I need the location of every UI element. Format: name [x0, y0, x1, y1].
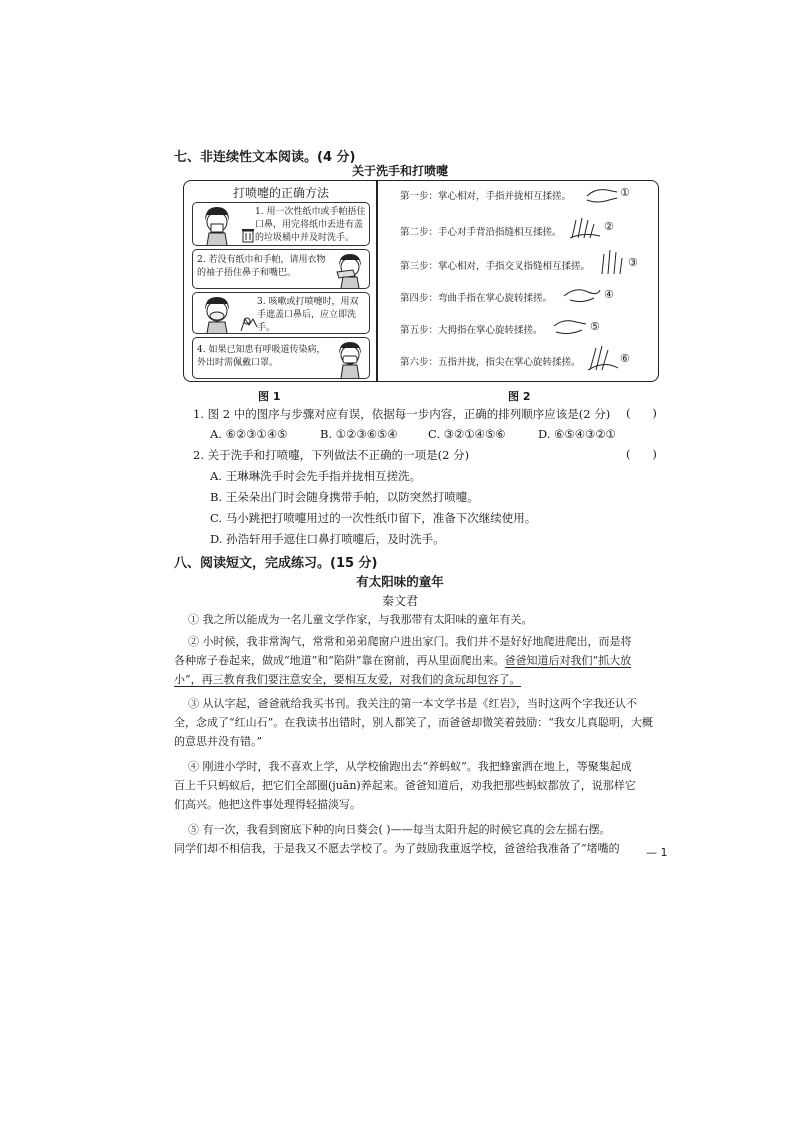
- question-1-option-d[interactable]: D. ⑥⑤④③②①: [538, 427, 616, 441]
- tip-card-3: [192, 292, 370, 334]
- tip-1-text: 1. 用一次性纸巾或手帕捂住口鼻，用完将纸巾丢进有盖的垃圾桶中并及时洗手。: [255, 207, 366, 243]
- tip-2-text: 2. 若没有纸巾和手帕，请用衣物的袖子捂住鼻子和嘴巴。: [197, 255, 326, 278]
- question-2-stem: 2. 关于洗手和打喷嚏，下列做法不正确的一项是(2 分): [193, 448, 470, 462]
- question-2-option-b[interactable]: B. 王朵朵出门时会随身携带手帕，以防突然打喷嚏。: [210, 490, 479, 504]
- question-1-option-c[interactable]: C. ③②①④⑤⑥: [428, 427, 506, 441]
- paragraph-1-line: ① 我之所以能成为一名儿童文学作家，与我那带有太阳味的童年有关。: [188, 613, 533, 626]
- hand-icon-6: [586, 344, 620, 372]
- article-author: 秦文君: [381, 594, 418, 608]
- step-2-number: ②: [604, 220, 614, 233]
- step-1-text: 第一步：掌心相对，手指并拢相互揉搓。: [400, 191, 572, 202]
- section-7-title: 关于洗手和打喷嚏: [351, 164, 448, 178]
- question-1-option-b[interactable]: B. ①②③⑥⑤④: [320, 427, 398, 441]
- step-1-number: ①: [620, 186, 630, 199]
- figure-divider: [376, 180, 378, 382]
- figure-1-title: 打喷嚏的正确方法: [232, 186, 329, 200]
- step-4-text: 第四步：弯曲手指在掌心旋转揉搓。: [400, 293, 553, 304]
- question-1-answer-blank[interactable]: ( ): [626, 406, 657, 420]
- washing-hands-icon: [239, 315, 261, 333]
- question-1-stem: 1. 图 2 中的图序与步骤对应有误，依据每一步内容，正确的排列顺序应该是(2 分): [193, 407, 611, 421]
- person-sleeve-icon: [333, 252, 367, 288]
- figure-1-caption: 图 1: [258, 390, 281, 403]
- section-7-heading: 七、非连续性文本阅读。(4 分): [174, 150, 356, 165]
- paragraph-4-line-1: ④ 刚进小学时，我不喜欢上学，从学校偷跑出去“养蚂蚁”。我把蜂蜜洒在地上，等聚集起成: [188, 760, 632, 773]
- paragraph-4: [174, 757, 670, 814]
- person-tissue-icon: [199, 205, 235, 245]
- paragraph-2-line-1: ② 小时候，我非常淘气，常常和弟弟爬窗户进出家门。我们并不是好好地爬进爬出，而是将: [188, 635, 632, 648]
- paragraph-3-line-3: 的意思并没有错。”: [174, 735, 263, 748]
- paragraph-4-line-2: 百上千只蚂蚁后，把它们全部圈(juān)养起来。爸爸知道后，劝我把那些蚂蚁都放了，说那样它: [174, 779, 636, 792]
- tip-card-4: [192, 337, 370, 379]
- step-2-text: 第二步：手心对手背沿指缝相互揉搓。: [400, 227, 562, 238]
- tip-3-text: 3. 咳嗽或打喷嚏时，用双手遮盖口鼻后，应立即洗手。: [257, 297, 359, 333]
- step-3-number: ③: [628, 256, 638, 269]
- step-6-text: 第六步：五指并拢，指尖在掌心旋转揉搓。: [400, 357, 581, 368]
- person-cover-mouth-icon: [199, 295, 235, 333]
- article-title: 有太阳味的童年: [356, 574, 444, 589]
- question-2-option-a[interactable]: A. 王琳琳洗手时会先手指并拢相互搓洗。: [210, 469, 422, 483]
- hand-icon-1: [585, 184, 619, 206]
- paragraph-2-underlined-2: 小”，再三教育我们要注意安全，要相互友爱，对我们的贪玩却包容了。: [174, 673, 521, 686]
- paragraph-2: [174, 632, 670, 689]
- step-6-number: ⑥: [620, 352, 630, 365]
- tip-4-text: 4. 如果已知患有呼吸道传染病，外出时需佩戴口罩。: [197, 345, 326, 368]
- paragraph-3: [174, 694, 670, 751]
- question-2-option-c[interactable]: C. 马小跳把打喷嚏用过的一次性纸巾留下，准备下次继续使用。: [210, 511, 537, 525]
- step-5-text: 第五步：大拇指在掌心旋转揉搓。: [400, 325, 543, 336]
- hand-icon-5: [552, 314, 588, 338]
- tip-card-1: [192, 202, 370, 246]
- step-4-number: ④: [604, 288, 614, 301]
- trash-bin-icon: [241, 227, 255, 243]
- hand-icon-2: [568, 214, 602, 240]
- tip-card-2: [192, 249, 370, 289]
- paragraph-5-line-1: ⑤ 有一次，我看到窗底下种的向日葵会( )——每当太阳升起的时候它真的会左摇右摆。: [188, 823, 611, 836]
- paragraph-5-line-2: 同学们却不相信我，于是我又不愿去学校了。为了鼓励我重返学校，爸爸给我准备了“堵嘴的: [174, 842, 620, 855]
- hand-icon-3: [598, 248, 626, 276]
- hand-icon-4: [562, 282, 602, 306]
- question-2-option-d[interactable]: D. 孙浩轩用手遮住口鼻打喷嚏后，及时洗手。: [210, 532, 445, 546]
- paragraph-2-line-2a: 各种席子卷起来，做成“地道”和“陷阱”靠在窗前，再从里面爬出来。: [174, 654, 505, 667]
- question-1-option-a[interactable]: A. ⑥②③①④⑤: [210, 427, 288, 441]
- step-5-number: ⑤: [590, 320, 600, 333]
- section-8-heading: 八、阅读短文，完成练习。(15 分): [174, 556, 378, 571]
- figure-2-caption: 图 2: [508, 390, 531, 403]
- paragraph-1: [174, 610, 670, 629]
- paragraph-5: [174, 820, 670, 858]
- paragraph-2-underlined-1: 爸爸知道后对我们“抓大放: [504, 654, 632, 667]
- person-mask-icon: [333, 340, 367, 378]
- paragraph-4-line-3: 们高兴。他把这件事处理得轻描淡写。: [174, 798, 361, 811]
- paragraph-3-line-2: 全，念成了“红山石”。在我读书出错时，别人都笑了，而爸爸却微笑着鼓励：“我女儿真聪明，大概: [174, 716, 653, 729]
- page-number: — 1: [646, 846, 668, 859]
- question-2-answer-blank[interactable]: ( ): [626, 447, 657, 461]
- paragraph-3-line-1: ③ 从认字起，爸爸就给我买书刊。我关注的第一本文学书是《红岩》，当时这两个字我还认不: [188, 697, 637, 710]
- step-3-text: 第三步：掌心相对，手指交叉指缝相互揉搓。: [400, 261, 591, 272]
